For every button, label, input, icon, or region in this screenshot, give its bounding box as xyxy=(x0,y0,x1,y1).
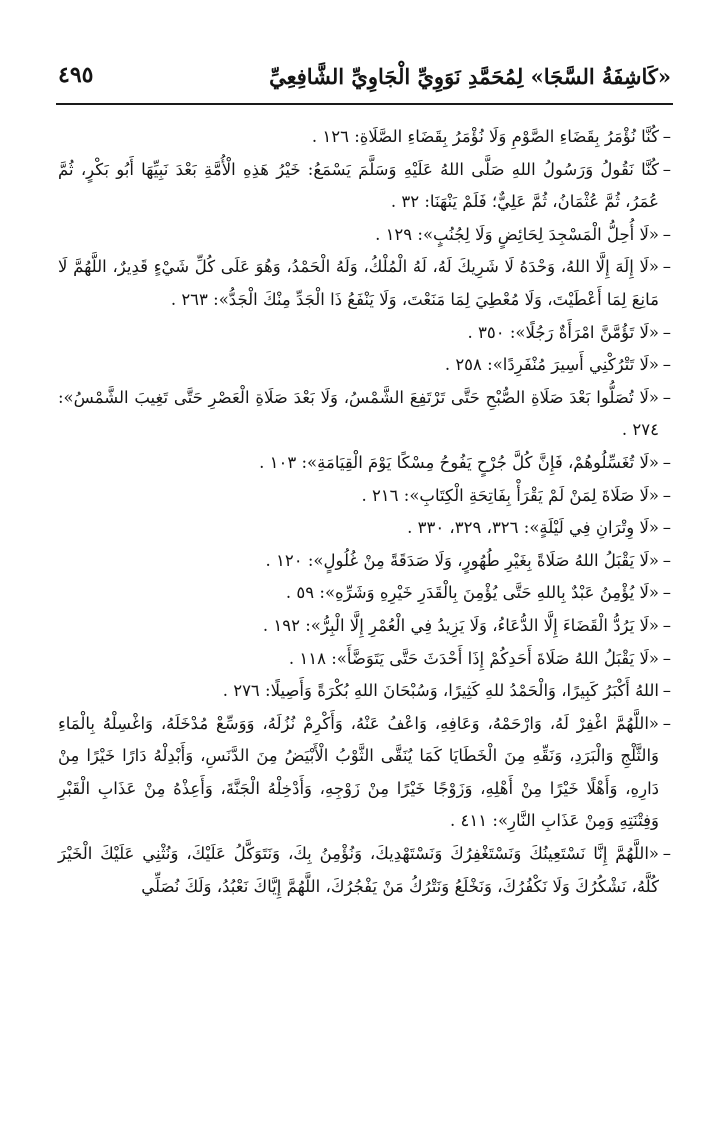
index-entry: – «لَا صَلَاةَ لِمَنْ لَمْ يَقْرَأْ بِفَاتِحَةِ الْكِتَابِ»: ٢١٦ . xyxy=(58,480,671,513)
index-entry: – «لَا وِتْرَانِ فِي لَيْلَةٍ»: ٣٢٦، ٣٢٩، ٣٣٠ . xyxy=(58,512,671,545)
hadith-index-list xyxy=(58,121,671,903)
index-entry: – «لَا يَقْبَلُ اللهُ صَلَاةً بِغَيْرِ طُهُورٍ، وَلَا صَدَقَةً مِنْ غُلُولٍ»: ١٢٠ . xyxy=(58,545,671,578)
index-entry: – «لَا تُصَلُّوا بَعْدَ صَلَاةِ الصُّبْحِ حَتَّى تَرْتَفِعَ الشَّمْسُ، وَلَا بَعْدَ صَلَاةِ الْعَصْرِ حَتَّى تَغِيبَ الشَّمْسُ»: ٢٧٤ . xyxy=(58,382,671,447)
index-entry: – كُنَّا نُؤْمَرُ بِقَضَاءِ الصَّوْمِ وَلَا نُؤْمَرُ بِقَضَاءِ الصَّلَاةِ: ١٢٦ . xyxy=(58,121,671,154)
index-entry: – «لَا يَرُدُّ الْقَضَاءَ إِلَّا الدُّعَاءُ، وَلَا يَزِيدُ فِي الْعُمْرِ إِلَّا الْبِرُّ»: ١٩٢ . xyxy=(58,610,671,643)
page-number: ٤٩٥ xyxy=(58,62,94,88)
index-entry: – «اللَّهُمَّ اغْفِرْ لَهُ، وَارْحَمْهُ، وَعَافِهِ، وَاعْفُ عَنْهُ، وَأَكْرِمْ نُزُلَهُ، وَوَسِّعْ مُدْخَلَهُ، وَاغْسِلْهُ بِالْمَاءِ وَالثَّلْجِ وَالْبَرَدِ، وَنَقِّهِ مِنَ الْخَطَايَا كَمَا يُنَقَّى الثَّوْبُ الْأَبْيَضُ مِنَ الدَّنَسِ، وَأَبْدِلْهُ دَارًا خَيْرًا مِنْ دَارِهِ، وَأَهْلًا خَيْرًا مِنْ أَهْلِهِ، وَزَوْجًا خَيْرًا مِنْ زَوْجِهِ، وَأَدْخِلْهُ الْجَنَّةَ، وَأَعِذْهُ مِنْ عَذَابِ الْقَبْرِ وَفِتْنَتِهِ وَمِنْ عَذَابِ النَّارِ»: ٤١١ . xyxy=(58,708,671,838)
index-entry: – «لَا إِلَهَ إِلَّا اللهُ، وَحْدَهُ لَا شَرِيكَ لَهُ، لَهُ الْمُلْكُ، وَلَهُ الْحَمْدُ، وَهُوَ عَلَى كُلِّ شَيْءٍ قَدِيرٌ، اللَّهُمَّ لَا مَانِعَ لِمَا أَعْطَيْتَ، وَلَا مُعْطِيَ لِمَا مَنَعْتَ، وَلَا يَنْفَعُ ذَا الْجَدِّ مِنْكَ الْجَدُّ»: ٢٦٣ . xyxy=(58,251,671,316)
index-entry: – «لَا يُؤْمِنُ عَبْدٌ بِاللهِ حَتَّى يُؤْمِنَ بِالْقَدَرِ خَيْرِهِ وَشَرِّهِ»: ٥٩ . xyxy=(58,577,671,610)
index-entry: – «اللَّهُمَّ إِنَّا نَسْتَعِينُكَ وَنَسْتَغْفِرُكَ وَنَسْتَهْدِيكَ، وَنُؤْمِنُ بِكَ، وَنَتَوَكَّلُ عَلَيْكَ، وَنُثْنِي عَلَيْكَ الْخَيْرَ كُلَّهُ، نَشْكُرُكَ وَلَا نَكْفُرُكَ، وَنَخْلَعُ وَنَتْرُكُ مَنْ يَفْجُرُكَ، اللَّهُمَّ إِيَّاكَ نَعْبُدُ، وَلَكَ نُصَلِّي xyxy=(58,838,671,903)
index-entry: – «لَا يَقْبَلُ اللهُ صَلَاةَ أَحَدِكُمْ إِذَا أَحْدَثَ حَتَّى يَتَوَضَّأَ»: ١١٨ . xyxy=(58,643,671,676)
index-entry: – «لَا تَؤُمَّنَّ امْرَأَةٌ رَجُلًا»: ٣٥٠ . xyxy=(58,317,671,350)
index-entry: – «لَا تَتْرُكْنِي أَسِيرَ مُنْفَرِدًا»: ٢٥٨ . xyxy=(58,349,671,382)
index-entry: – «لَا تُغَسِّلُوهُمْ، فَإِنَّ كُلَّ جُرْحٍ يَفُوحُ مِسْكًا يَوْمَ الْقِيَامَةِ»: ١٠٣ . xyxy=(58,447,671,480)
index-entry: – «لَا أُحِلُّ الْمَسْجِدَ لِحَائِضٍ وَلَا لِجُنُبٍ»: ١٢٩ . xyxy=(58,219,671,252)
running-title: «كَاشِفَةُ السَّجَا» لِمُحَمَّدِ نَوَوِيِّ الْجَاوِيِّ الشَّافِعِيِّ xyxy=(269,64,671,89)
header-divider xyxy=(56,103,673,105)
index-entry: – كُنَّا نَقُولُ وَرَسُولُ اللهِ صَلَّى اللهُ عَلَيْهِ وَسَلَّمَ يَسْمَعُ: خَيْرُ هَذِهِ الْأُمَّةِ بَعْدَ نَبِيِّهَا أَبُو بَكْرٍ، ثُمَّ عُمَرُ، ثُمَّ عُثْمَانُ، ثُمَّ عَلِيٌّ؛ فَلَمْ يَنْهَنَا: ٣٢ . xyxy=(58,154,671,219)
page-header xyxy=(58,0,671,108)
index-entry: – اللهُ أَكْبَرُ كَبِيرًا، وَالْحَمْدُ للهِ كَثِيرًا، وَسُبْحَانَ اللهِ بُكْرَةً وَأَصِيلًا: ٢٧٦ . xyxy=(58,675,671,708)
